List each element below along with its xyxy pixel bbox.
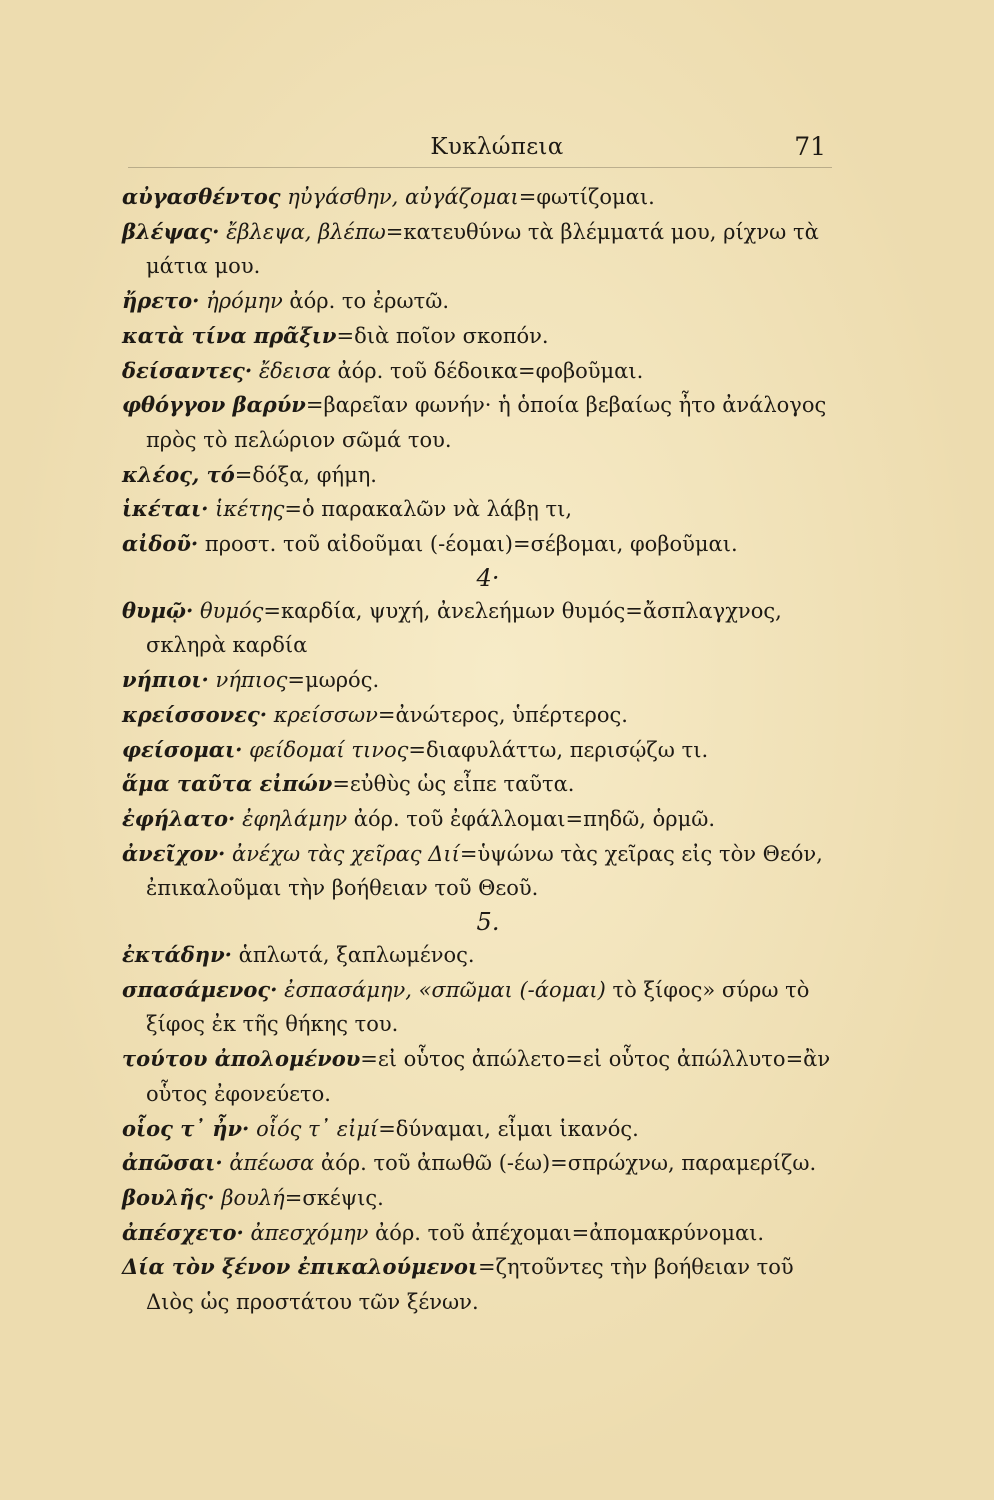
- entry-definition: =δύναμαι, εἶμαι ἱκανός.: [378, 1116, 639, 1141]
- entry-definition: =διὰ ποῖον σκοπόν.: [336, 323, 549, 348]
- entry-definition: =ὁ παρακαλῶν νὰ λάβῃ τι,: [284, 497, 573, 522]
- entry-definition: =καρδία, ψυχή, ἀνελεήμων θυμός=ἄσπλαγχνος, σκληρὰ καρδία: [146, 598, 782, 658]
- entry-form: ἐφηλάμην: [242, 806, 348, 831]
- running-head-title: Κυκλώπεια: [430, 134, 564, 160]
- entry-definition: =ζητοῦντες τὴν βοήθειαν τοῦ Διὸς ὡς προστάτου τῶν ξένων.: [146, 1255, 794, 1315]
- entry-definition: προστ. τοῦ αἰδοῦμαι (-έομαι)=σέβομαι, φοβοῦμαι.: [204, 532, 738, 557]
- entry-lemma: βουλῆς·: [122, 1184, 215, 1210]
- entry-form: ἔδεισα: [258, 358, 331, 383]
- entry-definition: =ὑψώνω τὰς χεῖρας εἰς τὸν Θεόν, ἐπικαλοῦμαι τὴν βοήθειαν τοῦ Θεοῦ.: [146, 841, 823, 901]
- entry-definition: =ἀνώτερος, ὑπέρτερος.: [377, 702, 628, 727]
- entry-lemma: ἐφήλατο·: [122, 805, 236, 831]
- entry-lemma: ἀνεῖχον·: [122, 840, 226, 866]
- glossary-entries: [122, 180, 834, 1320]
- entry-lemma: ἀπέσχετο·: [122, 1219, 244, 1245]
- glossary-entry: [122, 1042, 834, 1111]
- glossary-entry: [122, 180, 834, 215]
- glossary-entry: [122, 767, 834, 802]
- entry-definition: =εὐθὺς ὡς εἶπε ταῦτα.: [332, 772, 575, 797]
- entry-form: ἠρόμην: [206, 289, 283, 314]
- glossary-entry: [122, 527, 834, 562]
- entry-definition: ἀόρ. τοῦ ἀπέχομαι=ἀπομακρύνομαι.: [368, 1220, 765, 1245]
- section-number: 5.: [476, 908, 500, 937]
- entry-form: ἱκέτης: [215, 497, 285, 522]
- glossary-entry: [122, 284, 834, 319]
- glossary-entry: [122, 663, 834, 698]
- glossary-entry: [122, 215, 834, 284]
- entry-form: ἀπέωσα: [229, 1151, 315, 1176]
- glossary-entry: [122, 973, 834, 1042]
- glossary-entry: [122, 1112, 834, 1147]
- entry-form: κρείσσων: [273, 702, 378, 727]
- entry-lemma: βλέψας·: [122, 218, 220, 244]
- entry-lemma: δείσαντες·: [122, 357, 253, 383]
- entry-definition: ἁπλωτά, ξαπλωμένος.: [238, 943, 475, 968]
- entry-lemma: κρείσσονες·: [122, 701, 268, 727]
- entry-lemma: θυμῷ·: [122, 597, 194, 623]
- entry-definition: =διαφυλάττω, περισῴζω τι.: [408, 737, 709, 762]
- entry-lemma: αἰδοῦ·: [122, 531, 199, 557]
- entry-form: ἔβλεψα, βλέπω: [226, 219, 386, 244]
- entry-definition: =δόξα, φήμη.: [234, 462, 377, 487]
- entry-lemma: κατὰ τίνα πρᾶξιν: [122, 322, 337, 348]
- entry-lemma: αὐγασθέντος: [122, 184, 281, 209]
- entry-form: ἀνέχω τὰς χεῖρας Διί: [232, 841, 460, 866]
- section-number: 4·: [476, 563, 500, 592]
- entry-definition: =εἰ οὗτος ἀπώλετο=εἰ οὗτος ἀπώλλυτο=ἂν οὗτος ἐφονεύετο.: [146, 1047, 831, 1106]
- entry-definition: =σκέψις.: [284, 1185, 384, 1210]
- glossary-entry: [122, 319, 834, 354]
- glossary-entry: [122, 837, 834, 906]
- glossary-entry: [122, 1181, 834, 1216]
- entry-form: φείδομαί τινος: [249, 737, 409, 762]
- glossary-entry: [122, 492, 834, 527]
- entry-lemma: ἀπῶσαι·: [122, 1150, 223, 1176]
- glossary-entry: [122, 458, 834, 493]
- entry-lemma: τούτου ἀπολομένου: [122, 1046, 361, 1072]
- entry-lemma: φθόγγον βαρύν: [122, 392, 306, 418]
- entry-definition: ἀόρ. τo ἐρωτῶ.: [282, 289, 450, 314]
- glossary-entry: [122, 802, 834, 837]
- entry-definition: =φωτίζομαι.: [518, 185, 655, 209]
- entry-definition: =μωρός.: [287, 668, 380, 693]
- entry-definition: ἀόρ. τοῦ δέδοικα=φοβοῦμαι.: [330, 358, 644, 383]
- glossary-entry: [122, 698, 834, 733]
- entry-form: ἐσπασάμην, «σπῶμαι (-άομαι): [284, 977, 606, 1002]
- entry-definition: ἀόρ. τοῦ ἀπωθῶ (-έω)=σπρώχνω, παραμερίζω.: [314, 1151, 817, 1176]
- entry-lemma: ἤρετο·: [122, 288, 200, 314]
- entry-lemma: σπασάμενος·: [122, 976, 278, 1002]
- glossary-entry: [122, 594, 834, 663]
- glossary-entry: [122, 1250, 834, 1319]
- glossary-entry: [122, 1216, 834, 1251]
- entry-form: οἷός τ᾽ εἰμί: [256, 1116, 379, 1141]
- entry-definition: =κατευθύνω τὰ βλέμματά μου, ρίχνω τὰ μάτια μου.: [146, 219, 819, 279]
- entry-lemma: φείσομαι·: [122, 736, 243, 762]
- glossary-entry: [122, 354, 834, 389]
- entry-lemma: κλέος, τό: [122, 461, 235, 487]
- entry-form: βουλή: [221, 1185, 285, 1210]
- page-number: 71: [794, 132, 826, 161]
- entry-form: ηὐγάσθην, αὐγάζομαι: [287, 185, 519, 209]
- entry-lemma: ἐκτάδην·: [122, 942, 232, 968]
- entry-form: νήπιος: [215, 668, 288, 693]
- glossary-entry: [122, 733, 834, 768]
- glossary-entry: [122, 1146, 834, 1181]
- entry-lemma: ἱκέται·: [122, 496, 209, 522]
- glossary-entry: [122, 938, 834, 973]
- entry-lemma: Δία τὸν ξένον ἐπικαλούμενοι: [122, 1254, 478, 1280]
- entry-definition: =βαρεῖαν φωνήν· ἡ ὁποία βεβαίως ἦτο ἀνάλογος πρὸς τὸ πελώριον σῶμά του.: [146, 393, 827, 452]
- entry-definition: ἀόρ. τοῦ ἐφάλλομαι=πηδῶ, ὁρμῶ.: [347, 806, 716, 831]
- entry-lemma: νήπιοι·: [122, 667, 209, 693]
- entry-lemma: οἷος τ᾽ ἦν·: [122, 1115, 250, 1141]
- entry-lemma: ἅμα ταῦτα εἰπών: [122, 771, 333, 797]
- entry-form: θυμός: [199, 598, 264, 623]
- entry-form: ἀπεσχόμην: [250, 1220, 369, 1245]
- header-divider: [128, 167, 832, 168]
- glossary-entry: [122, 388, 834, 457]
- entry-definition: τὸ ξίφος» σύρω τὸ ξίφος ἐκ τῆς θήκης του.: [146, 977, 810, 1037]
- running-head: [0, 128, 994, 168]
